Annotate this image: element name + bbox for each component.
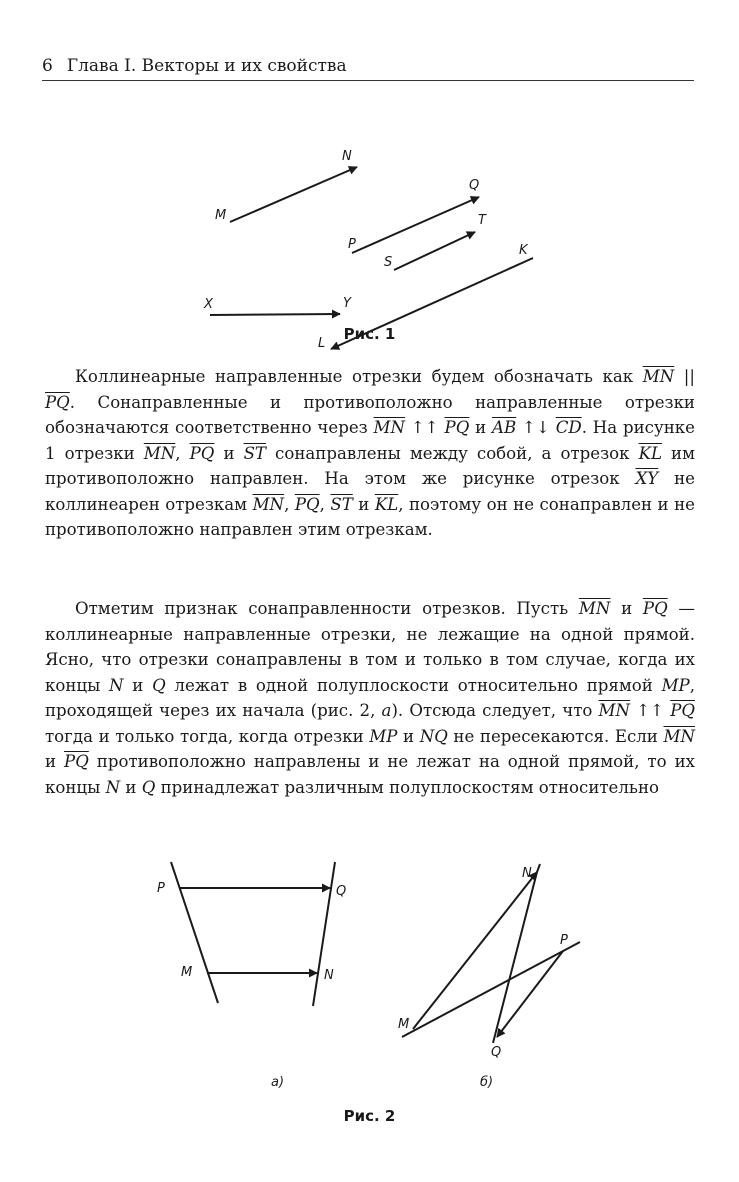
label-n-a: N (324, 968, 334, 983)
figure-2 (0, 850, 739, 1110)
label-l: L (318, 336, 326, 351)
label-m-b: M (398, 1017, 410, 1032)
label-t: T (478, 213, 486, 228)
label-y: Y (343, 296, 351, 311)
label-x: X (204, 297, 213, 312)
label-m-a: M (181, 965, 193, 980)
vector-xy (210, 314, 340, 315)
figure-2-caption: Рис. 2 (343, 1107, 396, 1125)
page-number: 6 (42, 56, 53, 76)
vector-mn (230, 167, 357, 222)
vector-mn-b (413, 872, 537, 1029)
line-mp-b (402, 942, 580, 1037)
figure-1 (0, 90, 739, 410)
label-q-b: Q (491, 1045, 502, 1060)
label-p-b: P (560, 933, 568, 948)
subcaption-a: а) (271, 1075, 285, 1090)
line-n-ext-b (537, 864, 540, 872)
label-q-a: Q (336, 884, 347, 899)
paragraph-1: Коллинеарные направленные отрезки будем обозначать как $\overline{MN}$ || $\overline{PQ}$. Сонаправленные и противоположно направленные отрезки обозначаются соответственно через $\overline{MN}$ ↑↑ $\overline{PQ}$ и $\overline{AB}$ ↑↓ $\overline{CD}$. На рисунке 1 отрезки $\overline{MN}$, $\overline{PQ}$ и $\overline{ST}$ сонаправлены между собой, а отрезок $\overline{KL}$ им противоположно направлен. На этом же рисунке отрезок $\overline{XY}$ не коллинеарен отрезкам $\overline{MN}$, $\overline{PQ}$, $\overline{ST}$ и $\overline{KL}$, поэтому он не сонаправлен и не противоположно направлен этим отрезкам. (45, 367, 696, 539)
label-q: Q (469, 178, 480, 193)
chapter-title: Глава I. Векторы и их свойства (66, 56, 347, 76)
label-k: K (519, 243, 528, 258)
label-p: P (348, 237, 356, 252)
line-right-a (313, 862, 335, 1006)
label-m: M (215, 208, 227, 223)
page-header (42, 54, 694, 81)
label-s: S (384, 255, 393, 270)
label-n: N (342, 149, 352, 164)
line-nq-b (493, 872, 537, 1043)
figure-1-caption: Рис. 1 (343, 325, 396, 343)
vector-pq-b (497, 951, 563, 1037)
line-left-a (171, 862, 218, 1003)
vector-pq (352, 197, 479, 253)
vector-st (394, 232, 475, 270)
paragraph-2: Отметим признак сонаправленности отрезков. Пусть $\overline{MN}$ и $\overline{PQ}$ — коллинеарные направленные отрезки, не лежащие на одной прямой. Ясно, что отрезки сонаправлены в том и только в том случае, когда их концы N и Q лежат в одной полуплоскости относительно прямой MP, проходящей через их начала (рис. 2, а). Отсюда следует, что $\overline{MN}$ ↑↑ $\overline{PQ}$ тогда и только тогда, когда отрезки MP и NQ не пересекаются. Если $\overline{MN}$ и $\overline{PQ}$ противоположно направлены и не лежат на одной прямой, то их концы N и Q принадлежат различным полуплоскостям относительно (45, 599, 695, 797)
label-n-b: N (522, 866, 532, 881)
label-p-a: P (157, 881, 165, 896)
subcaption-b: б) (480, 1075, 494, 1090)
